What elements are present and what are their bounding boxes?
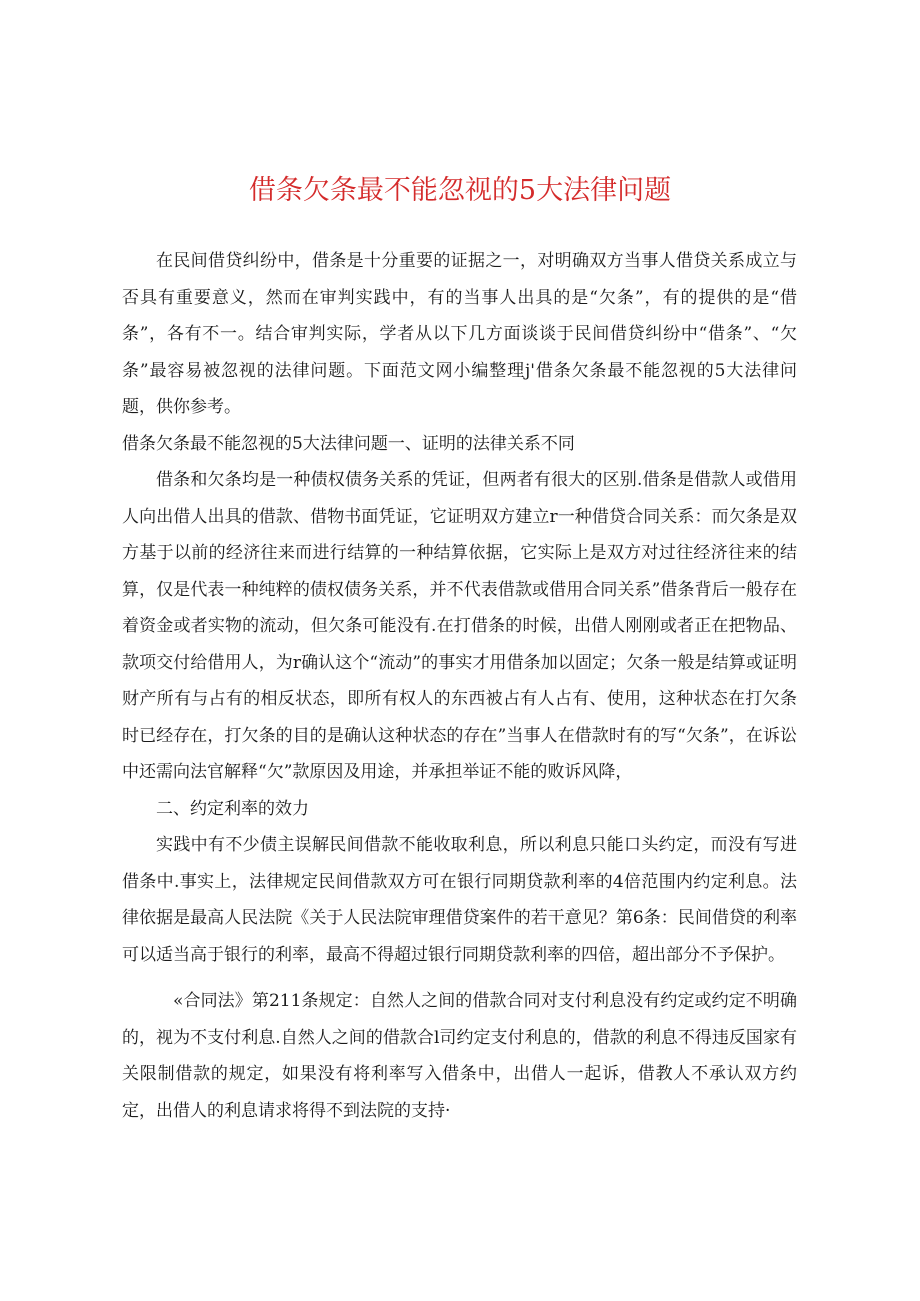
section-heading-2: 二、约定利率的效力 — [156, 798, 309, 819]
document-title: 借条欠条最不能忽视的5大法律问题 — [248, 175, 672, 206]
section-1-paragraph: 借条和欠条均是一种债权债务关系的凭证，但两者有很大的区别.借条是借款人或借用人向出借人出具的借款、借物书面凭证，它证明双方建立r一种借贷合同关系：而欠条是双方基于以前的经济往来而进行结算的一种结算依据，它实际上是双方对过往经济往来的结算，仅是代表一种纯粹的债权债务关系，并不代表借款或借用合同关系”借条背后一般存在着资金或者实物的流动，但欠条可能没有.在打借条的时候，出借人刚刚或者正在把物品、款项交付给借用人，为r确认这个“流动”的事实才用借条加以固定；欠条一般是结算或证明财产所有与占有的相反状态，即所有权人的东西被占有人占有、使用，这种状态在打欠条时已经存在，打欠条的目的是确认这种状态的存在”当事人在借款时有的写“欠条”，在诉讼中还需向法官解释“欠”款原因及用途，并承担举证不能的败诉风降， — [122, 470, 797, 782]
section-2-paragraph: 实践中有不少债主误解民间借款不能收取利息，所以利息只能口头约定，而没有写进借条中.事实上，法律规定民间借款双方可在银行同期贷款利率的4倍范围内约定利息。法律依据是最高人民法院《关于人民法院审理借贷案件的若干意见？第6条：民间借贷的利率可以适当高于银行的利率，最高不得超过银行同期贷款利率的四倍，超出部分不予保护。 — [122, 835, 797, 965]
section-heading-1: 借条欠条最不能忽视的5大法律问题一、证明的法律关系不同 — [122, 433, 575, 454]
section-3-paragraph: «合同法》第211条规定：自然人之间的借款合同对支付利息没有约定或约定不明确的，视为不支付利息.自然人之间的借款合l司约定支付利息的，借款的利息不得违反国家有关限制借款的规定，如果没有将利率写入借条中，出借人一起诉，借教人不承认双方约定，出借人的利息请求将得不到法院的支持· — [122, 991, 797, 1121]
document-body — [122, 243, 797, 1129]
intro-paragraph: 在民间借贷纠纷中，借条是十分重要的证据之一，对明确双方当事人借贷关系成立与否具有重要意义，然而在审判实践中，有的当事人出具的是“欠条”，有的提供的是“借条”，各有不一。结合审判实际，学者从以下几方面谈谈于民间借贷纠纷中“借条”、“欠条”最容易被忽视的法律问题。下面范文网小编整理j'借条欠条最不能忽视的5大法律问题，供你参考。 — [122, 251, 797, 417]
